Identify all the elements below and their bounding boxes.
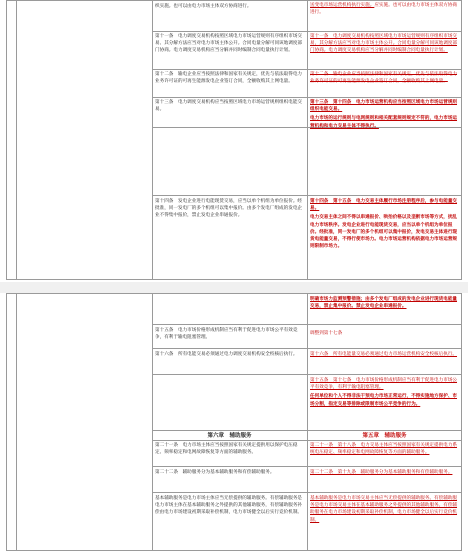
- table-column-divider: [16, 294, 17, 550]
- table-cell-right: [310, 99, 460, 130]
- table-cell-left: 基本辅助服务是电力市场主体应当无偿提供的辅助服务。有偿辅助服务是电力市场主体在基本辅助服务之外提供的其他辅助服务，有偿辅助服务补偿由电力市场建设初期采取补偿机制，电力市场健全以后实行竞价机制。: [155, 496, 303, 516]
- comparison-table-1: [6, 0, 462, 280]
- table-column-divider: [307, 294, 308, 550]
- table-cell-right: [310, 198, 460, 250]
- table-cell-left: 织实施。也可以由电力市场主体双方协商进行。: [155, 4, 252, 9]
- table-cell-left: 第十三条 电力调度交易机构应当按照区域电力市场运营规则组织电能交易。: [155, 100, 303, 113]
- revision-text: 电力市场的运行规则与电网规则和相关配套规则规定不符的，电力市场运营机构和电力交易主体不得执行。: [310, 116, 458, 129]
- table-cell-right: 基本辅助服务是电力市场交易主体应当无偿提供的辅助服务。有偿辅助服务是电力市场交易主体在基本辅助服务之外提供的其他辅助服务。有偿辅助服务在电力市场建设初期采取补偿机制，电力市场健全以后实行竞价机制。: [310, 496, 458, 523]
- table-cell-left: 第二十二条 辅助服务分为基本辅助服务和有偿辅助服务。: [155, 470, 275, 475]
- table-row-divider: [152, 440, 462, 441]
- revision-text: 第十三条 第十四条 电力市场运营机构应当按照区域电力市场运营规则组织电能交易。: [310, 100, 458, 113]
- chapter-heading-left: 第六章 辅助服务: [207, 433, 252, 439]
- revision-text: 应实施。也可以由电力市场主体双方协商进行。: [310, 3, 458, 16]
- revision-insert: 送变电市场运营机构执行实施。: [310, 3, 375, 8]
- table-cell-right: [310, 377, 460, 408]
- table-cell-right: 第十二条 输电企业应当按照法律和国家有关规定，优先与依法取得电力业务许可证的可再生能源发电企业签订合同，全额收购其上网电量。: [310, 72, 458, 85]
- revision-text: 第十五条 第十七条 电力市场价格形成机制应当有利于促进电力市场公平有效竞争，有利于输电阻塞管理。: [310, 378, 458, 391]
- table-cell-right: 第二十一条 第十八条 电力交易主体应当按照国家有关规定提供电力系统电压稳定、频率稳定和电网故障恢复等方面的辅助服务。: [310, 443, 458, 456]
- table-cell-right: 第十六条 所有电能量交易必须通过电力市场运营机构安全校核后执行。: [310, 352, 458, 357]
- table-cell-left: 第二十一条 电力市场主体应当按照国家有关规定提供用以保护电压稳定、频率稳定和电网故障恢复等方面的辅助服务。: [155, 443, 298, 456]
- table-cell-right: 明确市场力监测预警措施；由多个发电厂组成的发电企业进行现货电能量交易，禁止集中报价。禁止发电企业串通报价。: [310, 297, 458, 310]
- table-cell-left: 第十二条 输电企业应当按照法律和国家有关规定，优先与依法取得电力业务许可证的可再生能源发电企业签订合同，全额收购其上网电量。: [155, 72, 303, 85]
- table-column-divider: [16, 1, 17, 279]
- table-column-divider: [152, 294, 153, 550]
- table-row-divider: [152, 97, 462, 98]
- table-row-divider: [152, 466, 462, 467]
- table-column-divider: [152, 1, 153, 279]
- table-cell-left: 第十五条 电力市场价格形成机制应当有利于促进电力市场公平有效竞争，有利于输电阻塞管理。: [155, 328, 298, 341]
- revision-text: 第十四条 第十五条 电力交易主体履行市场注册程序后，参与电能量交易。: [310, 199, 458, 212]
- table-row-divider: [152, 324, 462, 325]
- page-gap: [0, 282, 468, 293]
- table-row-divider: [152, 348, 462, 349]
- table-row-divider: [152, 492, 462, 493]
- table-cell-left: 第十六条 所有电能交易必须通过电力调度交易机构安全校核后执行。: [155, 352, 298, 357]
- chapter-heading-right: 第五章 辅助服务: [362, 433, 407, 439]
- table-row-divider: [152, 374, 462, 375]
- table-cell-right: 调整到第十七条: [310, 331, 343, 336]
- revision-text: 任何单位和个人不得非法干预电力市场正常运行，不得实施地方保护、市场分割，指定交易等排除或限制市场公平竞争的行为。: [310, 394, 458, 407]
- table-cell-right: 第十一条 电力调度交易机构按照区域电力市场运营规则有序组织市场交易，其分解方法应当对电力市场主体公开。合同电量分解可同该地调度部门协商。电力调度交易机构应当分解并同时编制合同电量执行计划。: [310, 34, 458, 54]
- table-row-divider: [152, 31, 462, 32]
- comparison-table-2: [6, 293, 462, 551]
- table-cell-right: 第二十二条 第十九条 辅助服务分为基本辅助服务和有偿辅助服务。: [310, 470, 453, 475]
- revision-text: 电力交易主体之间不得以串通报价、哄抬价格以及垄断市场等方式，扰乱电力市场秩序。发电企业进行电能现货交易，应当以单个机组为单位报价。经批准，同一发电厂的多个机组可以集中报价，发电交易主体进行现货电能量交易，不得行使市场力。电力市场运营机构依据电力市场运营规则限制市场力。: [310, 215, 458, 250]
- table-cell-left: 第十四条 发电企业进行电能现货交易，应当以单个机组为单位报价。经批准，同一发电厂的多个机组可以集中报价。由多个发电厂组成的发电企业不得集中报价，禁止发电企业串通报价。: [155, 199, 303, 219]
- table-row-divider: [152, 195, 462, 196]
- table-cell-right: [310, 2, 460, 16]
- table-row-divider: [152, 69, 462, 70]
- table-cell-left: 第十一条 电力调度交易机构按照区域电力市场运营规则有序组织市场交易、其分解方法应当对电力市场主体公开。合同电量分解可同该地调度部门协商。电力调度交易机构应当分解并同时编制合同电量执行计划。: [155, 34, 303, 54]
- document-page-2: [0, 293, 468, 551]
- table-column-divider: [307, 1, 308, 279]
